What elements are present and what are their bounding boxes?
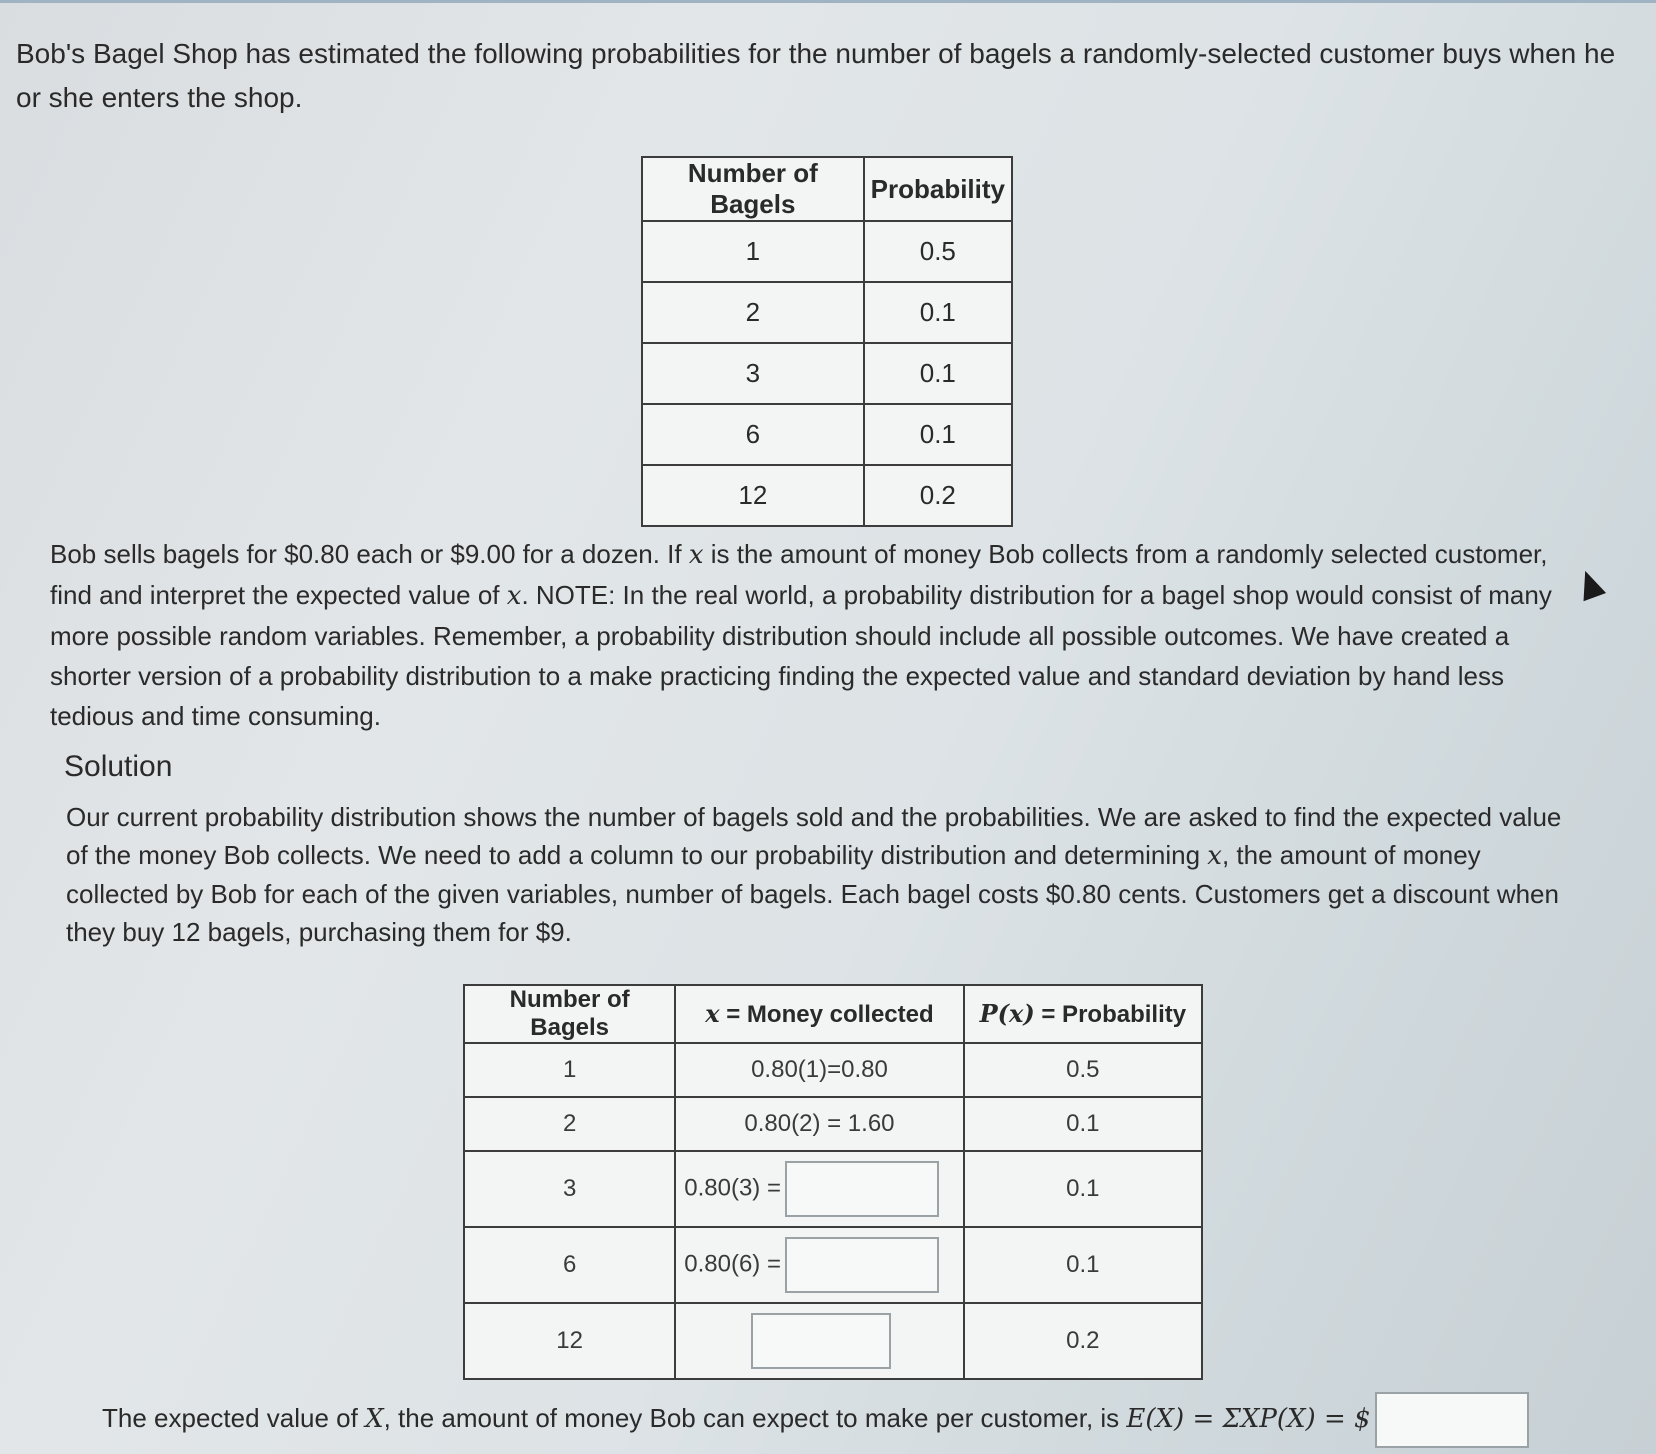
- table-row: [642, 221, 1012, 282]
- math-variable-x: x: [688, 540, 704, 570]
- table-cell: 0.80(1)=0.80: [675, 1043, 963, 1097]
- table-cell: 2: [642, 282, 864, 343]
- table-cell: 0.5: [864, 221, 1012, 282]
- column-header-bagels: Number of Bagels: [464, 985, 675, 1043]
- table-header-row: [464, 985, 1202, 1043]
- table-row: [464, 1303, 1202, 1379]
- table-cell: 2: [464, 1097, 675, 1151]
- money-answer-input-3[interactable]: [785, 1161, 939, 1217]
- table-row: [642, 343, 1012, 404]
- solution-heading: Solution: [64, 750, 173, 783]
- table-cell: [675, 1227, 963, 1303]
- mouse-cursor-icon: [1574, 567, 1606, 602]
- column-header-money: [675, 985, 963, 1043]
- expected-value-input[interactable]: [1375, 1392, 1529, 1448]
- column-header-probability: [964, 985, 1202, 1043]
- header-text: = Money collected: [719, 1001, 934, 1028]
- table-cell: 0.1: [964, 1097, 1202, 1151]
- table-row: [464, 1151, 1202, 1227]
- table-row: [642, 465, 1012, 526]
- math-variable-x: x: [1207, 841, 1222, 871]
- table-cell: 0.2: [964, 1303, 1202, 1379]
- table-cell: 0.1: [964, 1151, 1202, 1227]
- math-variable-X: X: [365, 1403, 384, 1434]
- expected-value-text: , the amount of money Bob can expect to make per customer, is: [383, 1402, 1127, 1433]
- problem-text-part1: Bob sells bagels for $0.80 each or $9.00 for a dozen. If: [50, 539, 689, 569]
- solution-text-part1: Our current probability distribution shows the number of bagels sold and the probabilities. We are asked to find the expected value of the money Bob collects. We need to add a column to our probability distribution and determining: [66, 802, 1562, 870]
- table-row: [464, 1043, 1202, 1097]
- table-cell: 6: [464, 1227, 675, 1303]
- solution-text: [66, 798, 1566, 951]
- money-answer-input-12[interactable]: [751, 1313, 891, 1369]
- table-cell: 12: [642, 465, 864, 526]
- math-variable-x: x: [705, 999, 720, 1028]
- table-cell: 0.1: [864, 343, 1012, 404]
- table-row: [464, 1227, 1202, 1303]
- table-cell: 1: [464, 1043, 675, 1097]
- money-answer-input-6[interactable]: [785, 1237, 939, 1293]
- money-prefix: 0.80(3) =: [684, 1174, 781, 1202]
- probability-table: [641, 156, 1013, 527]
- math-variable-x: x: [506, 581, 522, 611]
- table-cell: [675, 1303, 963, 1379]
- expected-value-formula: E(X) = ΣXP(X) = $: [1126, 1403, 1371, 1434]
- header-text: = Probability: [1034, 1001, 1187, 1028]
- column-header: Number of Bagels: [642, 157, 864, 221]
- problem-text: [50, 534, 1570, 736]
- table-cell: 6: [642, 404, 864, 465]
- table-cell: [675, 1151, 963, 1227]
- table-cell: 1: [642, 221, 864, 282]
- money-distribution-table: [463, 984, 1203, 1380]
- solution-text-part2: , the amount of money collected by Bob for each of the given variables, number of bagels. Each bagel costs $0.80 cents. Customers get a discount when they buy 12 bagels, purchasing them for $9.: [66, 840, 1559, 947]
- expected-value-text: The expected value of: [102, 1402, 366, 1433]
- table-cell: 3: [464, 1151, 675, 1227]
- table-cell: 0.2: [864, 465, 1012, 526]
- column-header: Probability: [864, 157, 1012, 221]
- intro-text: Bob's Bagel Shop has estimated the following probabilities for the number of bagels a randomly-selected customer buys when he or she enters the shop.: [16, 38, 1616, 113]
- table-row: [464, 1097, 1202, 1151]
- table-header-row: [642, 157, 1012, 221]
- math-p-of-x: P(x): [979, 999, 1035, 1028]
- expected-value-line: [102, 1392, 1602, 1448]
- table-row: [642, 282, 1012, 343]
- top-rule: [0, 0, 1656, 3]
- problem-text-part2: is the amount of money Bob collects from a randomly selected customer, find and interpret the expected value of: [50, 539, 1548, 610]
- table-cell: 12: [464, 1303, 675, 1379]
- table-cell: 0.1: [864, 282, 1012, 343]
- table-cell: 0.5: [964, 1043, 1202, 1097]
- money-prefix: 0.80(6) =: [684, 1250, 781, 1278]
- table-cell: 3: [642, 343, 864, 404]
- table-cell: 0.80(2) = 1.60: [675, 1097, 963, 1151]
- table-cell: 0.1: [964, 1227, 1202, 1303]
- table-row: [642, 404, 1012, 465]
- table-cell: 0.1: [864, 404, 1012, 465]
- problem-text-part3: . NOTE: In the real world, a probability distribution for a bagel shop would consist of many more possible random variables. Remember, a probability distribution should include all possible outcomes. We have created a shorter version of a probability distribution to a make practicing finding the expected value and standard deviation by hand less tedious and time consuming.: [50, 580, 1552, 731]
